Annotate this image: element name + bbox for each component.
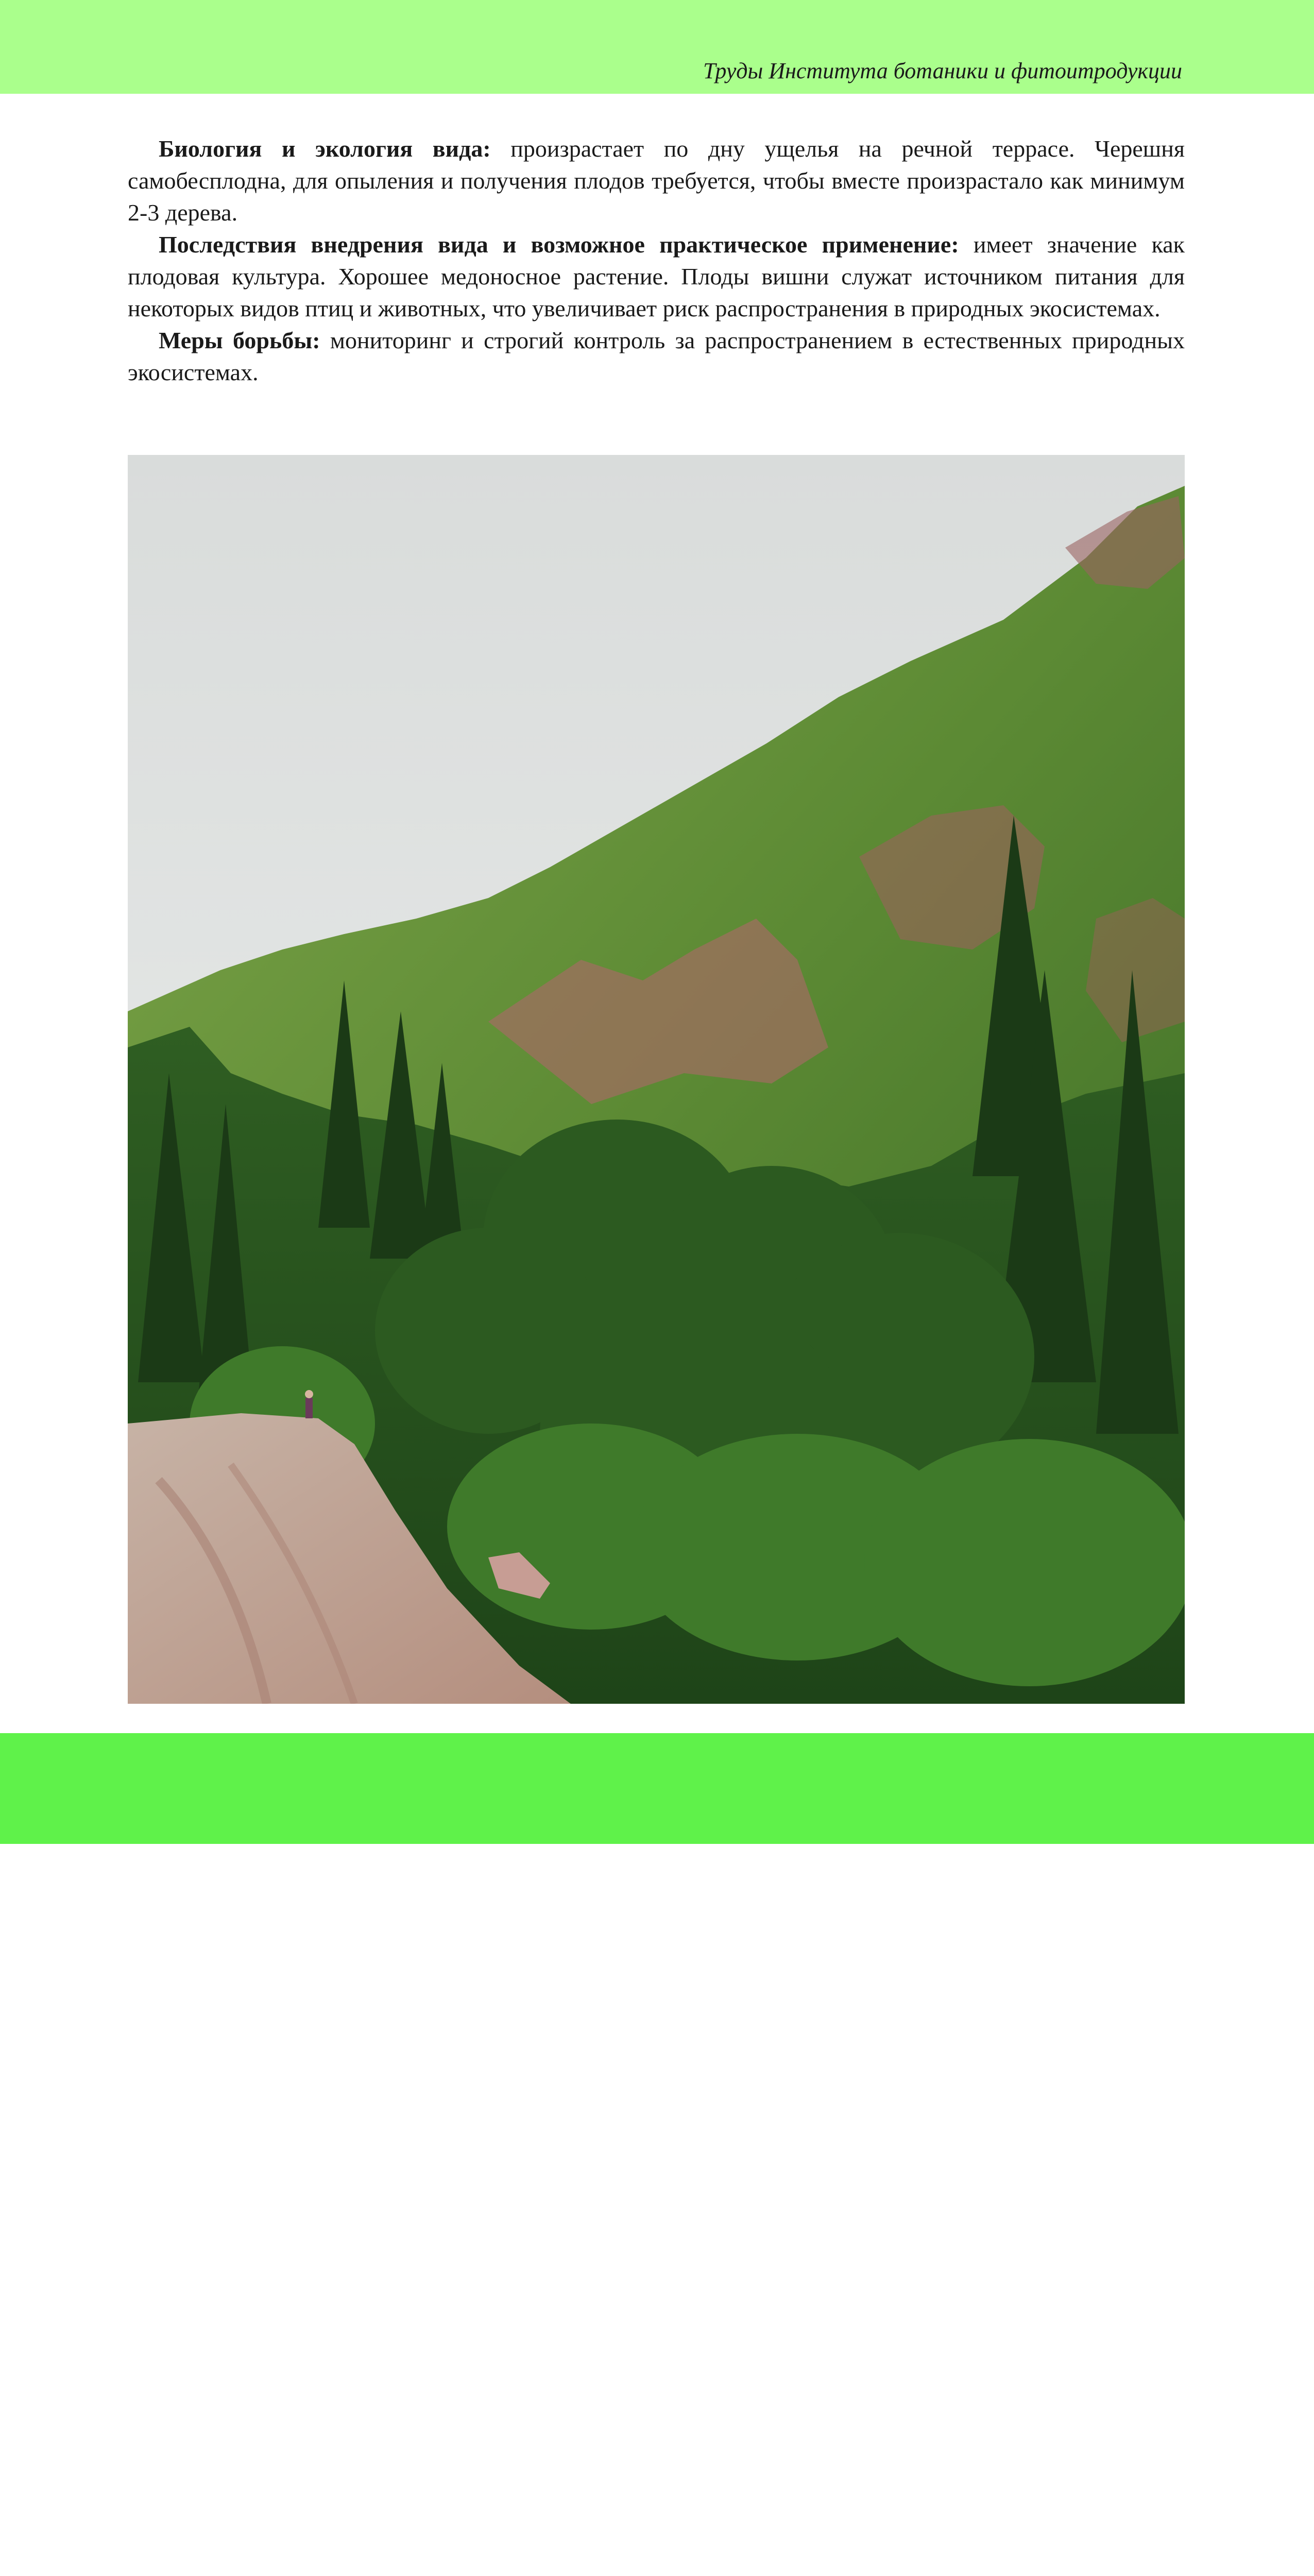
- header-band: [0, 0, 1314, 94]
- gorge-illustration: [128, 455, 1185, 1704]
- footer-band: [0, 1733, 1314, 1844]
- paragraph-text: имеет значение как плодовая культура. Хорошее медоносное растение. Плоды вишни служат источником питания для некоторых видов птиц и животных, что увеличивает риск распространения в природных экосистемах.: [128, 231, 1185, 321]
- paragraph-label: Меры борьбы:: [159, 327, 320, 353]
- paragraph-consequences: [128, 229, 1185, 325]
- paragraph-text: произрастает по дну ущелья на речной террасе. Черешня самобесплодна, для опыления и получения плодов требуется, чтобы вместе произрастало как минимум 2-3 дерева.: [128, 135, 1185, 226]
- paragraph-control-measures: [128, 325, 1185, 388]
- paragraph-text: мониторинг и строгий контроль за распространением в естественных природных экосистемах.: [128, 327, 1185, 385]
- paragraph-label: Последствия внедрения вида и возможное практическое применение:: [159, 231, 959, 258]
- running-title: Труды Института ботаники и фитоитродукции: [703, 58, 1182, 83]
- paragraph-label: Биология и экология вида:: [159, 135, 491, 162]
- gorge-photo: [128, 455, 1185, 1704]
- paragraph-biology: [128, 133, 1185, 229]
- article-body: [128, 133, 1185, 388]
